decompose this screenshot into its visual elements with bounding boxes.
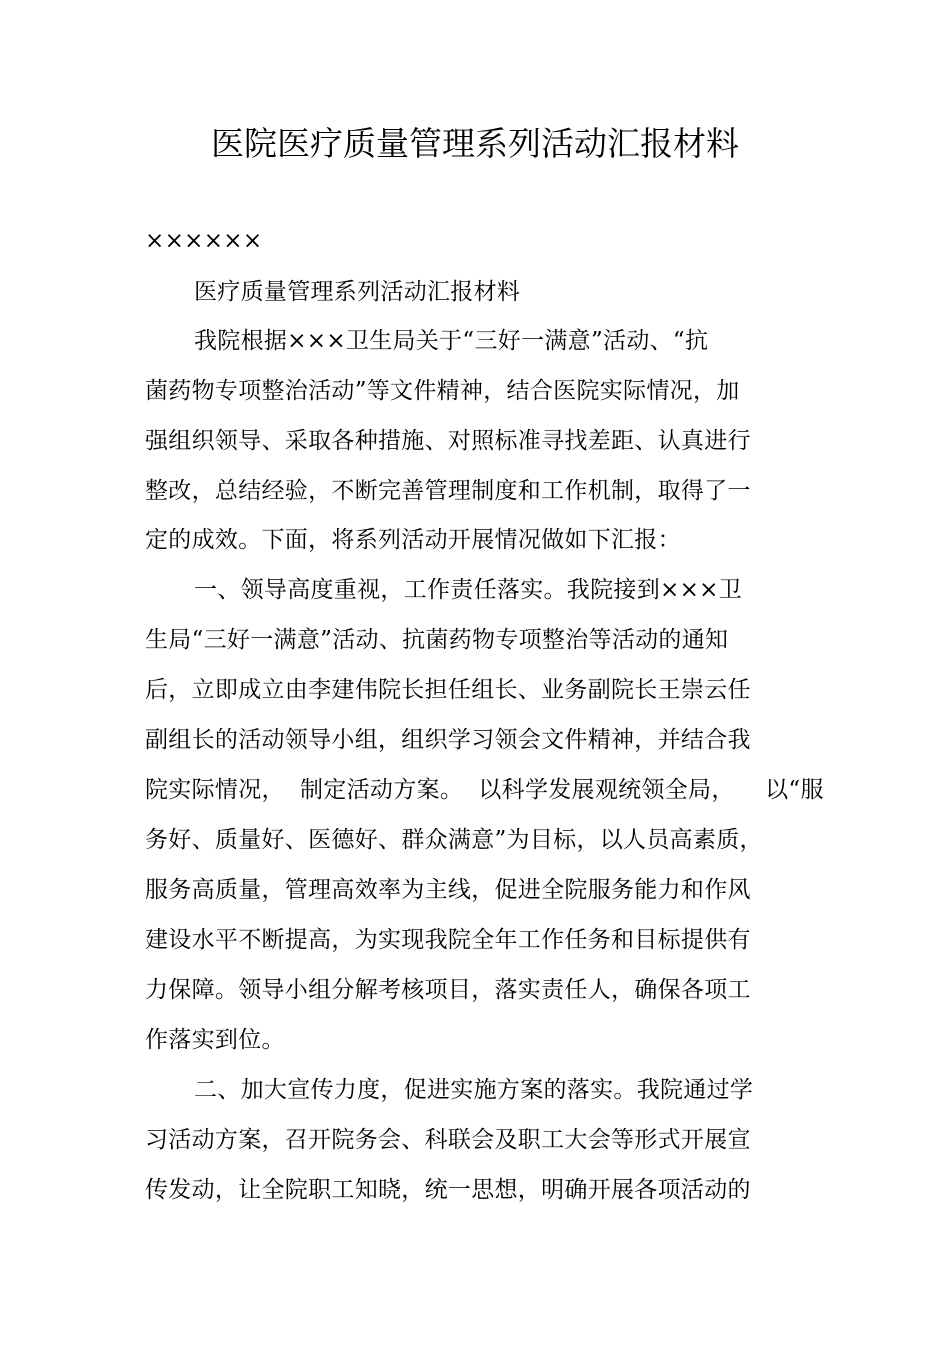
subtitle-line: 医疗质量管理系列活动汇报材料 — [194, 279, 521, 305]
paragraph-line: 务好、质量好、医德好、群众满意”为目标，以人员高素质， — [145, 827, 763, 853]
paragraph-line: 定的成效。下面，将系列活动开展情况做如下汇报： — [145, 527, 681, 553]
paragraph-line: 整改，总结经验，不断完善管理制度和工作机制，取得了一 — [145, 478, 751, 504]
paragraph-line: 力保障。领导小组分解考核项目，落实责任人，确保各项工 — [145, 977, 751, 1003]
paragraph-line: 我院根据×××卫生局关于“三好一满意”活动、“抗 — [194, 328, 709, 354]
paragraph-line: 副组长的活动领导小组，组织学习领会文件精神，并结合我 — [145, 727, 751, 753]
paragraph-line: 建设水平不断提高，为实现我院全年工作任务和目标提供有 — [145, 927, 751, 953]
paragraph-line: 作落实到位。 — [145, 1027, 285, 1053]
paragraph-line: 强组织领导、采取各种措施、对照标准寻找差距、认真进行 — [145, 428, 751, 454]
paragraph-line: 服务高质量，管理高效率为主线，促进全院服务能力和作风 — [145, 877, 751, 903]
paragraph-line: 菌药物专项整治活动”等文件精神，结合医院实际情况，加 — [145, 378, 740, 404]
paragraph-line: 生局“三好一满意”活动、抗菌药物专项整治等活动的通知 — [145, 627, 729, 653]
paragraph-line: 习活动方案，召开院务会、科联会及职工大会等形式开展宣 — [145, 1127, 751, 1153]
paragraph-line: 院实际情况， 制定活动方案。 以科学发展观统领全局， 以“服 — [145, 777, 824, 803]
document-title: 医院医疗质量管理系列活动汇报材料 — [211, 124, 739, 163]
paragraph-line: 后，立即成立由李建伟院长担任组长、业务副院长王崇云任 — [145, 677, 751, 703]
paragraph-line: 一、领导高度重视，工作责任落实。我院接到×××卫 — [194, 577, 743, 603]
paragraph-line: 二、加大宣传力度，促进实施方案的落实。我院通过学 — [194, 1077, 754, 1103]
paragraph-line: 传发动，让全院职工知晓，统一思想，明确开展各项活动的 — [145, 1177, 751, 1203]
author-line: ×××××× — [145, 228, 263, 254]
